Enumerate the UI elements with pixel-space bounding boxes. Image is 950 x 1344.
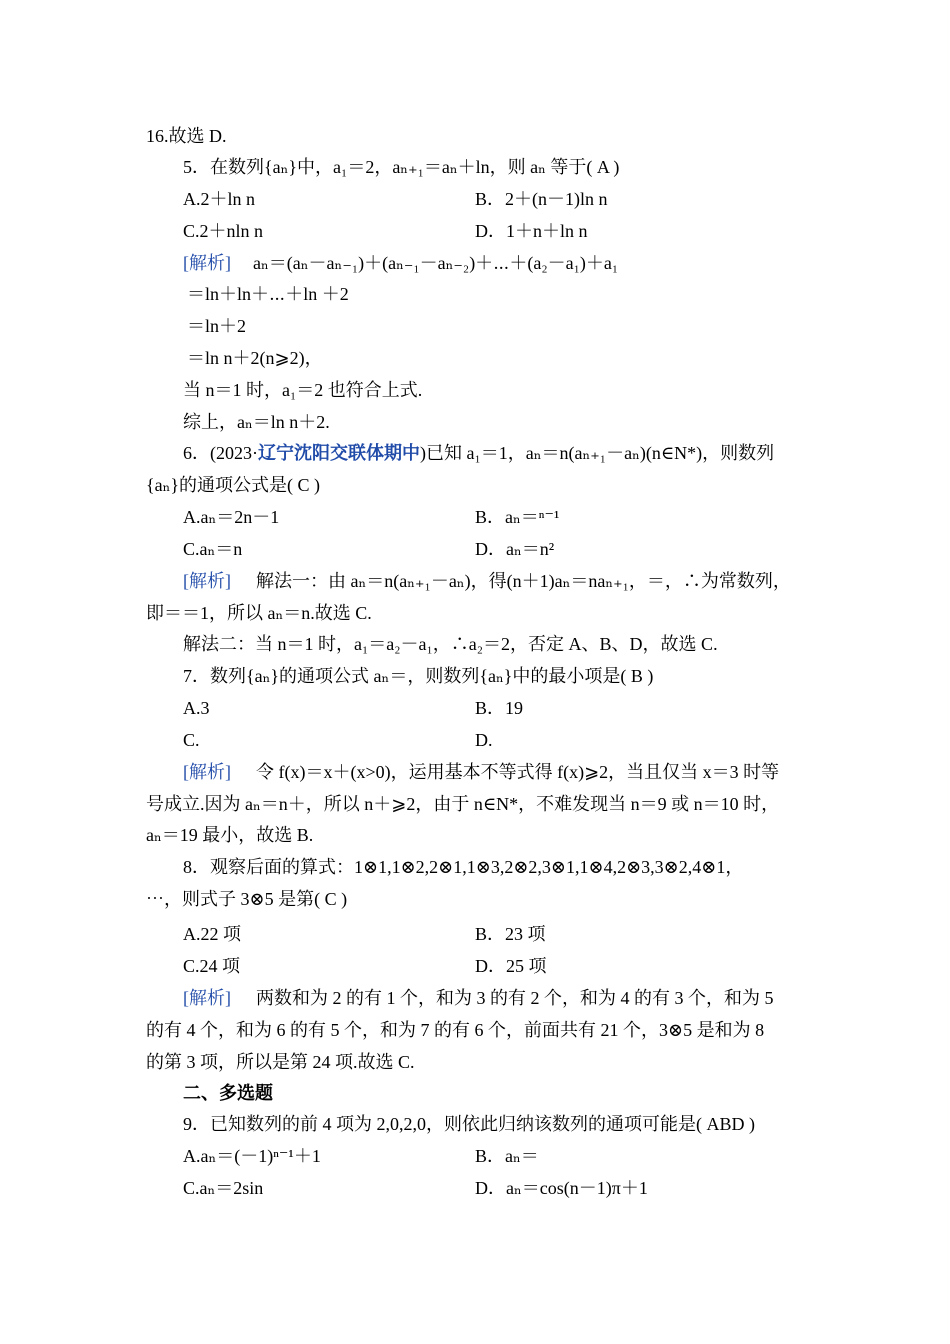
option-d: D．1＋n＋ln n bbox=[475, 221, 588, 241]
analysis-text: 即＝＝1，所以 aₙ＝n.故选 C. bbox=[146, 603, 372, 623]
option-d: D．aₙ＝cos(n－1)π＋1 bbox=[475, 1178, 648, 1198]
source-label: 辽宁沈阳交联体期中 bbox=[258, 443, 420, 463]
option-c: C.24 项 bbox=[183, 956, 241, 976]
analysis-tag: [解析] bbox=[183, 253, 231, 273]
option-b: B．19 bbox=[475, 698, 524, 718]
option-d: D. bbox=[475, 730, 493, 750]
question-5: 5．在数列{aₙ}中，a₁＝2，aₙ₊₁＝aₙ＋ln，则 aₙ 等于( A ) bbox=[183, 157, 620, 177]
option-b: B．2＋(n－1)ln n bbox=[475, 189, 608, 209]
option-b: B．aₙ＝ⁿ⁻¹ bbox=[475, 507, 560, 527]
question-6 bbox=[183, 441, 774, 465]
option-a: A.aₙ＝2n－1 bbox=[183, 507, 280, 527]
question-7: 7．数列{aₙ}的通项公式 aₙ＝，则数列{aₙ}中的最小项是( B ) bbox=[183, 666, 654, 686]
option-b: B．23 项 bbox=[475, 924, 546, 944]
option-a: A.22 项 bbox=[183, 924, 241, 944]
analysis-tag: [解析] bbox=[183, 988, 231, 1008]
analysis-tag: [解析] bbox=[183, 762, 231, 782]
option-d: D．aₙ＝n² bbox=[475, 539, 555, 559]
analysis-text: ＝ln n＋2(n⩾2)， bbox=[187, 348, 323, 368]
analysis-text: 综上，aₙ＝ln n＋2. bbox=[183, 412, 330, 432]
analysis-text: 两数和为 2 的有 1 个，和为 3 的有 2 个，和为 4 的有 3 个，和为 5 bbox=[256, 988, 774, 1008]
analysis-tag: [解析] bbox=[183, 571, 231, 591]
question-text: )已知 a₁＝1，aₙ＝n(aₙ₊₁－aₙ)(n∈N*)，则数列 bbox=[420, 443, 775, 463]
analysis-text: aₙ＝19 最小，故选 B. bbox=[146, 825, 314, 845]
analysis-text: 当 n＝1 时，a₁＝2 也符合上式. bbox=[183, 380, 423, 400]
analysis-text: 号成立.因为 aₙ＝n＋，所以 n＋⩾2，由于 n∈N*，不难发现当 n＝9 或 n＝10 时， bbox=[146, 794, 780, 814]
analysis-text: ＝ln＋ln＋⋯＋ln ＋2 bbox=[187, 284, 349, 304]
option-c: C.aₙ＝2sin bbox=[183, 1178, 264, 1198]
analysis-text: 的第 3 项，所以是第 24 项.故选 C. bbox=[146, 1052, 415, 1072]
text-line: 16.故选 D. bbox=[146, 126, 227, 146]
analysis-text: 令 f(x)＝x＋(x>0)，运用基本不等式得 f(x)⩾2，当且仅当 x＝3 时等 bbox=[256, 762, 780, 782]
question-9: 9．已知数列的前 4 项为 2,0,2,0，则依此归纳该数列的通项可能是( ABD ) bbox=[183, 1114, 755, 1134]
option-c: C. bbox=[183, 730, 200, 750]
option-c: C.2＋nln n bbox=[183, 221, 264, 241]
option-a: A.aₙ＝(－1)ⁿ⁻¹＋1 bbox=[183, 1146, 321, 1166]
question-text: {aₙ}的通项公式是( C ) bbox=[146, 475, 321, 495]
analysis-text: 的有 4 个，和为 6 的有 5 个，和为 7 的有 6 个，前面共有 21 个，3⊗5 是和为 8 bbox=[146, 1020, 765, 1040]
option-a: A.3 bbox=[183, 698, 210, 718]
option-a: A.2＋ln n bbox=[183, 189, 255, 209]
option-c: C.aₙ＝n bbox=[183, 539, 243, 559]
question-text: ⋯，则式子 3⊗5 是第( C ) bbox=[146, 889, 348, 909]
section-heading: 二、多选题 bbox=[183, 1083, 273, 1103]
question-8: 8．观察后面的算式：1⊗1,1⊗2,2⊗1,1⊗3,2⊗2,3⊗1,1⊗4,2⊗3,3⊗2,4⊗1， bbox=[183, 857, 744, 877]
analysis-text: aₙ＝(aₙ－aₙ₋₁)＋(aₙ₋₁－aₙ₋₂)＋⋯＋(a₂－a₁)＋a₁ bbox=[253, 253, 619, 273]
analysis-text: 解法二：当 n＝1 时，a₁＝a₂－a₁，∴a₂＝2，否定 A、B、D，故选 C. bbox=[183, 634, 718, 654]
question-number: 6．(2023· bbox=[183, 443, 258, 463]
analysis-text: 解法一：由 aₙ＝n(aₙ₊₁－aₙ)，得(n＋1)aₙ＝naₙ₊₁，＝，∴为常数列， bbox=[256, 571, 791, 591]
option-b: B．aₙ＝ bbox=[475, 1146, 539, 1166]
option-d: D．25 项 bbox=[475, 956, 547, 976]
analysis-text: ＝ln＋2 bbox=[187, 316, 247, 336]
